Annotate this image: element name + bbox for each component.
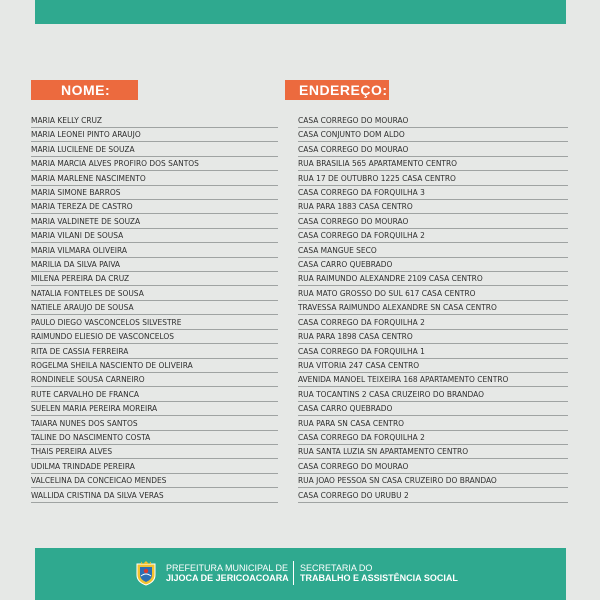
- row-name: MILENA PEREIRA DA CRUZ: [31, 272, 278, 286]
- table-row: [0, 373, 600, 387]
- footer-divider: [293, 561, 294, 585]
- row-name: MARIA LEONEI PINTO ARAUJO: [31, 128, 278, 142]
- row-name: MARIA MARLENE NASCIMENTO: [31, 172, 278, 186]
- row-name: UDILMA TRINDADE PEREIRA: [31, 460, 278, 474]
- footer-prefeitura-line2: JIJOCA DE JERICOACOARA: [166, 573, 289, 583]
- row-name: VALCELINA DA CONCEICAO MENDES: [31, 474, 278, 488]
- row-name: RONDINELE SOUSA CARNEIRO: [31, 373, 278, 387]
- table-row: [0, 244, 600, 258]
- table-row: [0, 215, 600, 229]
- table-row: [0, 330, 600, 344]
- table-row: [0, 345, 600, 359]
- row-address: RUA BRASILIA 565 APARTAMENTO CENTRO: [298, 157, 568, 171]
- row-name: PAULO DIEGO VASCONCELOS SILVESTRE: [31, 316, 278, 330]
- row-name: SUELEN MARIA PEREIRA MOREIRA: [31, 402, 278, 416]
- table-row: [0, 172, 600, 186]
- row-address: CASA CORREGO DO URUBU 2: [298, 489, 568, 503]
- row-name: THAIS PEREIRA ALVES: [31, 445, 278, 459]
- table-row: [0, 431, 600, 445]
- table-row: [0, 316, 600, 330]
- table-row: [0, 272, 600, 286]
- footer-secretaria-line1: SECRETARIA DO: [300, 563, 373, 573]
- beneficiary-list: [0, 114, 600, 503]
- row-name: MARIA LUCILENE DE SOUZA: [31, 143, 278, 157]
- row-name: MARIA VALDINETE DE SOUZA: [31, 215, 278, 229]
- table-row: [0, 402, 600, 416]
- table-row: [0, 445, 600, 459]
- footer-secretaria-line2: TRABALHO E ASSISTÊNCIA SOCIAL: [300, 573, 458, 583]
- table-row: [0, 114, 600, 128]
- row-address: CASA CORREGO DA FORQUILHA 2: [298, 316, 568, 330]
- row-name: ROGELMA SHEILA NASCIENTO DE OLIVEIRA: [31, 359, 278, 373]
- table-row: [0, 388, 600, 402]
- row-address: RUA JOAO PESSOA SN CASA CRUZEIRO DO BRANDAO: [298, 474, 568, 488]
- row-name: NATALIA FONTELES DE SOUSA: [31, 287, 278, 301]
- table-row: [0, 474, 600, 488]
- row-name: WALLIDA CRISTINA DA SILVA VERAS: [31, 489, 278, 503]
- row-address: RUA TOCANTINS 2 CASA CRUZEIRO DO BRANDAO: [298, 388, 568, 402]
- row-address: CASA CORREGO DA FORQUILHA 2: [298, 431, 568, 445]
- address-column-header: ENDEREÇO:: [285, 80, 389, 100]
- row-name: MARILIA DA SILVA PAIVA: [31, 258, 278, 272]
- table-row: [0, 186, 600, 200]
- row-address: CASA CORREGO DA FORQUILHA 3: [298, 186, 568, 200]
- table-row: [0, 359, 600, 373]
- row-address: RUA MATO GROSSO DO SUL 617 CASA CENTRO: [298, 287, 568, 301]
- row-address: RUA SANTA LUZIA SN APARTAMENTO CENTRO: [298, 445, 568, 459]
- row-name: MARIA VILANI DE SOUSA: [31, 229, 278, 243]
- row-address: AVENIDA MANOEL TEIXEIRA 168 APARTAMENTO CENTRO: [298, 373, 568, 387]
- name-column-header: NOME:: [31, 80, 138, 100]
- top-banner: [35, 0, 566, 24]
- row-address: RUA VITORIA 247 CASA CENTRO: [298, 359, 568, 373]
- table-row: [0, 489, 600, 503]
- table-row: [0, 229, 600, 243]
- row-address: CASA CONJUNTO DOM ALDO: [298, 128, 568, 142]
- table-row: [0, 301, 600, 315]
- table-row: [0, 200, 600, 214]
- row-name: RITA DE CASSIA FERREIRA: [31, 345, 278, 359]
- row-address: RUA 17 DE OUTUBRO 1225 CASA CENTRO: [298, 172, 568, 186]
- table-row: [0, 258, 600, 272]
- row-address: TRAVESSA RAIMUNDO ALEXANDRE SN CASA CENTRO: [298, 301, 568, 315]
- row-address: CASA CORREGO DO MOURAO: [298, 460, 568, 474]
- row-address: CASA CORREGO DO MOURAO: [298, 143, 568, 157]
- row-address: CASA CORREGO DO MOURAO: [298, 114, 568, 128]
- row-name: RUTE CARVALHO DE FRANCA: [31, 388, 278, 402]
- row-address: RUA PARA 1898 CASA CENTRO: [298, 330, 568, 344]
- row-address: CASA CARRO QUEBRADO: [298, 258, 568, 272]
- row-address: CASA CORREGO DA FORQUILHA 1: [298, 345, 568, 359]
- row-address: RUA PARA SN CASA CENTRO: [298, 417, 568, 431]
- row-address: CASA CARRO QUEBRADO: [298, 402, 568, 416]
- municipal-crest-icon: [135, 560, 157, 586]
- table-row: [0, 157, 600, 171]
- row-name: RAIMUNDO ELIESIO DE VASCONCELOS: [31, 330, 278, 344]
- table-row: [0, 417, 600, 431]
- table-row: [0, 460, 600, 474]
- row-name: MARIA MARCIA ALVES PROFIRO DOS SANTOS: [31, 157, 278, 171]
- table-row: [0, 287, 600, 301]
- row-name: MARIA KELLY CRUZ: [31, 114, 278, 128]
- footer-prefeitura-line1: PREFEITURA MUNICIPAL DE: [166, 563, 289, 573]
- row-address: RUA PARA 1883 CASA CENTRO: [298, 200, 568, 214]
- row-name: MARIA VILMARA OLIVEIRA: [31, 244, 278, 258]
- row-name: MARIA TEREZA DE CASTRO: [31, 200, 278, 214]
- row-name: MARIA SIMONE BARROS: [31, 186, 278, 200]
- table-row: [0, 128, 600, 142]
- row-name: TAIARA NUNES DOS SANTOS: [31, 417, 278, 431]
- row-address: CASA MANGUE SECO: [298, 244, 568, 258]
- row-address: CASA CORREGO DO MOURAO: [298, 215, 568, 229]
- row-address: RUA RAIMUNDO ALEXANDRE 2109 CASA CENTRO: [298, 272, 568, 286]
- row-address: CASA CORREGO DA FORQUILHA 2: [298, 229, 568, 243]
- table-row: [0, 143, 600, 157]
- row-name: TALINE DO NASCIMENTO COSTA: [31, 431, 278, 445]
- row-name: NATIELE ARAUJO DE SOUSA: [31, 301, 278, 315]
